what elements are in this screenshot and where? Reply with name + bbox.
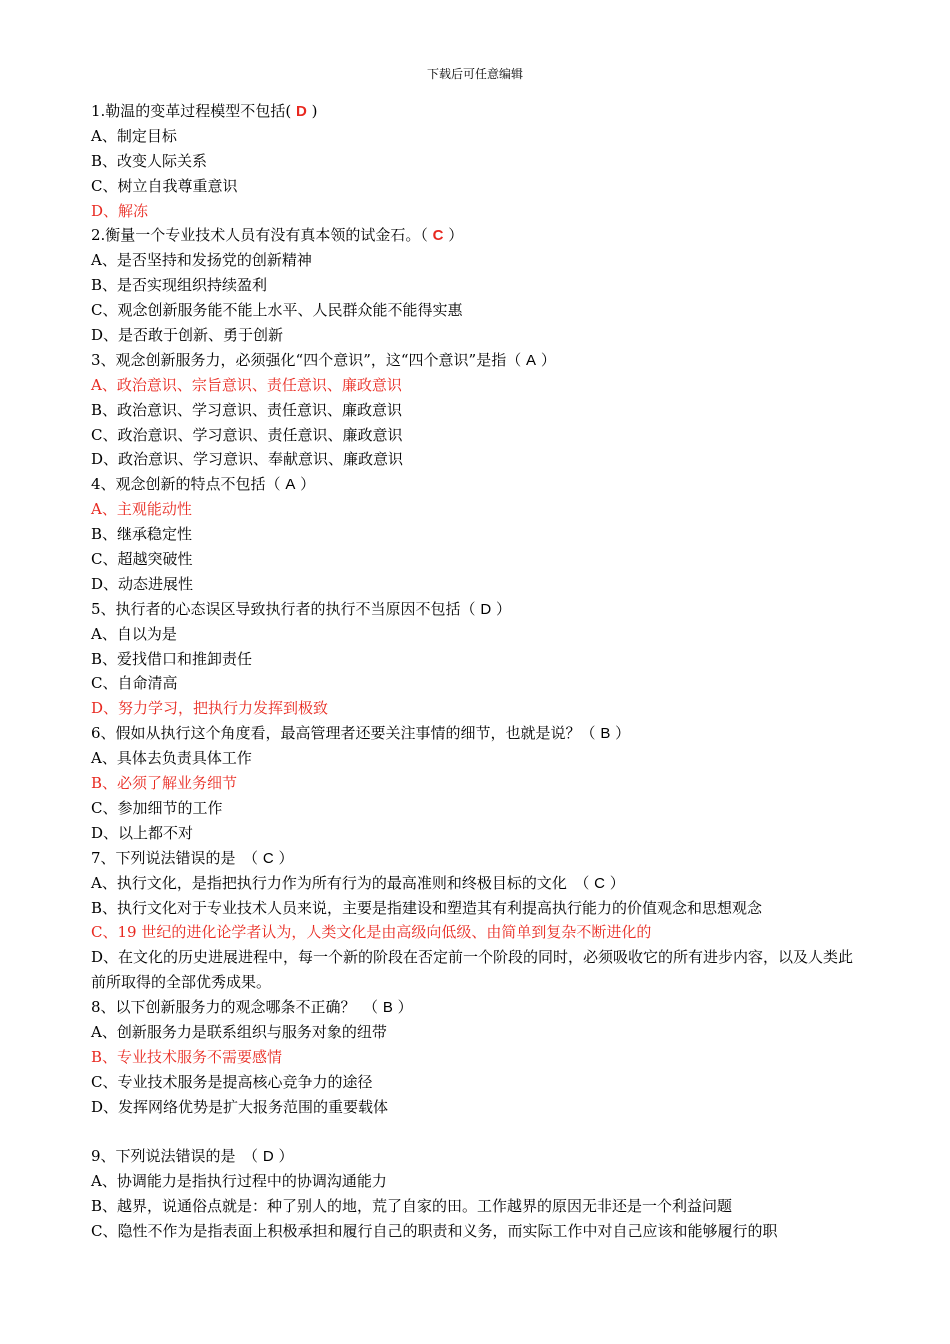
answer-mark: C xyxy=(262,849,274,867)
question-stem: 1.勒温的变革过程模型不包括( xyxy=(91,102,292,120)
option-d: D、发挥网络优势是扩大报务范围的重要载体 xyxy=(91,1097,389,1116)
option-c: C、参加细节的工作 xyxy=(91,798,223,817)
question-stem: 4、观念创新的特点不包括（ xyxy=(91,475,281,494)
answer-mark: B xyxy=(600,725,611,743)
option-a: A、制定目标 xyxy=(91,126,177,145)
option-c: C、专业技术服务是提高核心竞争力的途径 xyxy=(91,1072,373,1091)
option-a: A、具体去负责具体工作 xyxy=(91,749,252,768)
option-c: C、政治意识、学习意识、责任意识、廉政意识 xyxy=(91,425,403,444)
option-b: B、是否实现组织持续盈利 xyxy=(91,276,268,295)
question-stem: 8、以下创新服务力的观念哪条不正确？ （ xyxy=(91,998,379,1017)
option-d: D、以上都不对 xyxy=(91,823,194,842)
option-b: B、执行文化对于专业技术人员来说，主要是指建设和塑造其有利提高执行能力的价值观念和思想观念 xyxy=(91,898,763,917)
answer-mark: C xyxy=(432,227,444,245)
option-a: A、执行文化，是指把执行力作为所有行为的最高准则和终极目标的文化 （ C ） xyxy=(91,873,625,892)
option-d: D、是否敢于创新、勇于创新 xyxy=(91,326,284,345)
option-c: C、自命清高 xyxy=(91,674,178,693)
option-a: A、自以为是 xyxy=(91,624,177,643)
option-a: A、协调能力是指执行过程中的协调沟通能力 xyxy=(91,1172,387,1191)
option-a: A、创新服务力是联系组织与服务对象的纽带 xyxy=(91,1022,387,1041)
option-b: B、继承稳定性 xyxy=(91,525,193,544)
answer-mark: B xyxy=(382,999,393,1017)
option-c: C、隐性不作为是指表面上积极承担和履行自己的职责和义务，而实际工作中对自己应该和能够履行的职 xyxy=(91,1222,778,1241)
question-8: 8、以下创新服务力的观念哪条不正确？ （ B ） xyxy=(91,998,413,1017)
answer-mark: D xyxy=(295,103,307,120)
answer-mark: D xyxy=(262,1148,274,1166)
question-stem: 5、执行者的心态误区导致执行者的执行不当原因不包括（ xyxy=(91,599,476,618)
option-d: D、动态进展性 xyxy=(91,574,194,593)
question-3: 3、观念创新服务力，必须强化“四个意识”，这“四个意识”是指（ A ） xyxy=(91,350,556,369)
option-b-correct: B、专业技术服务不需要感情 xyxy=(91,1047,283,1066)
option-d-correct: D、努力学习，把执行力发挥到极致 xyxy=(91,699,329,718)
question-6: 6、假如从执行这个角度看，最高管理者还要关注事情的细节，也就是说？（ B ） xyxy=(91,724,631,743)
option-b: B、改变人际关系 xyxy=(91,151,208,170)
question-stem: 6、假如从执行这个角度看，最高管理者还要关注事情的细节，也就是说？（ xyxy=(91,724,596,743)
question-9: 9、下列说法错误的是 （ D ） xyxy=(91,1147,294,1166)
option-d: D、在文化的历史进展进程中，每一个新的阶段在否定前一个阶段的同时，必须吸收它的所有进步内容，以及人类此前所取得的全部优秀成果。 xyxy=(91,948,854,992)
question-4: 4、观念创新的特点不包括（ A ） xyxy=(91,475,316,494)
option-b-correct: B、必须了解业务细节 xyxy=(91,774,238,793)
option-c: C、观念创新服务能不能上水平、人民群众能不能得实惠 xyxy=(91,301,463,320)
option-d-correct: D、解冻 xyxy=(91,201,149,220)
option-d: D、政治意识、学习意识、奉献意识、廉政意识 xyxy=(91,450,404,469)
option-b: B、政治意识、学习意识、责任意识、廉政意识 xyxy=(91,400,403,419)
question-2: 2.衡量一个专业技术人员有没有真本领的试金石。（ C ） xyxy=(91,226,464,245)
option-c: C、树立自我尊重意识 xyxy=(91,176,238,195)
option-a: A、是否坚持和发扬党的创新精神 xyxy=(91,251,312,270)
question-1: 1.勒温的变革过程模型不包括( D ) xyxy=(91,102,318,120)
answer-mark: A xyxy=(285,476,296,494)
question-stem: 7、下列说法错误的是 （ xyxy=(91,848,259,867)
option-c: C、超越突破性 xyxy=(91,550,193,569)
option-b: B、越界，说通俗点就是：种了别人的地，荒了自家的田。工作越界的原因无非还是一个利益问题 xyxy=(91,1197,733,1216)
question-stem: 3、观念创新服务力，必须强化“四个意识”，这“四个意识”是指（ xyxy=(91,350,522,369)
option-b: B、爱找借口和推卸责任 xyxy=(91,649,253,668)
option-a-correct: A、主观能动性 xyxy=(91,500,192,519)
question-7: 7、下列说法错误的是 （ C ） xyxy=(91,848,294,867)
question-list xyxy=(91,99,861,1244)
option-c-correct: C、19 世纪的进化论学者认为，人类文化是由高级向低级、由简单到复杂不断进化的 xyxy=(91,923,652,942)
answer-mark: C xyxy=(594,874,605,892)
question-stem: 2.衡量一个专业技术人员有没有真本领的试金石。（ xyxy=(91,226,428,245)
answer-mark: A xyxy=(526,351,537,369)
page-header: 下载后可任意编辑 xyxy=(426,67,523,81)
question-stem: 9、下列说法错误的是 （ xyxy=(91,1147,259,1166)
question-5: 5、执行者的心态误区导致执行者的执行不当原因不包括（ D ） xyxy=(91,599,511,618)
option-a-correct: A、政治意识、宗旨意识、责任意识、廉政意识 xyxy=(91,375,402,394)
answer-mark: D xyxy=(480,600,492,618)
blank-line xyxy=(91,1120,861,1145)
